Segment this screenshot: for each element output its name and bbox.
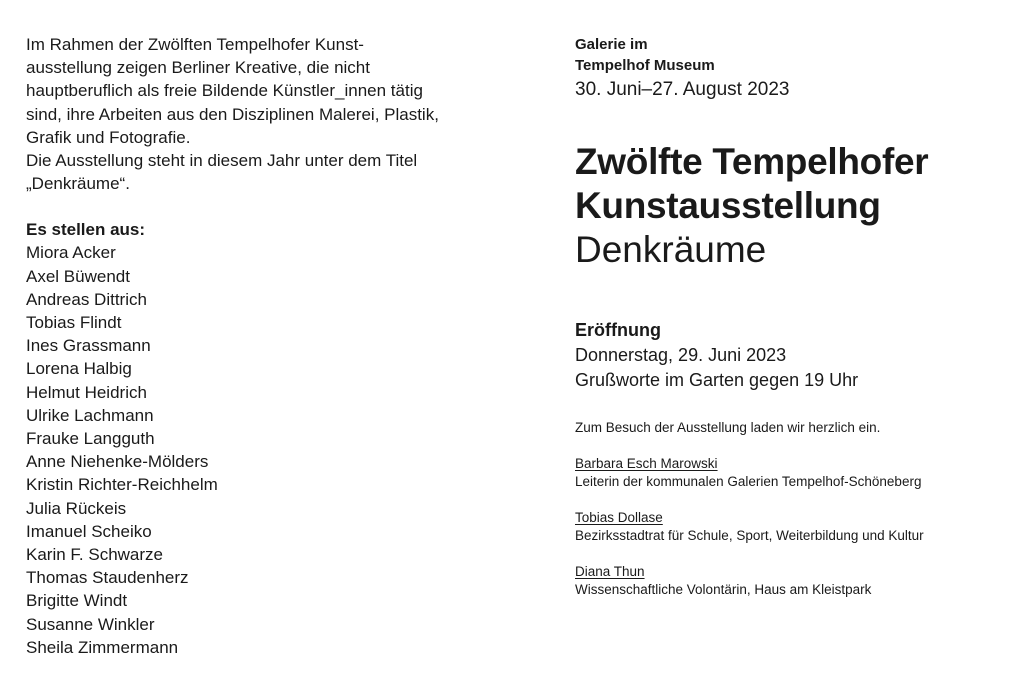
title-line: Kunstausstellung — [575, 185, 881, 226]
exhibition-subtitle: Denkräume — [575, 229, 767, 270]
exhibitor-name: Ines Grassmann — [26, 336, 151, 356]
invitation-text: Zum Besuch der Ausstellung laden wir herzlich ein. — [575, 420, 881, 435]
exhibitor-name: Julia Rückeis — [26, 498, 127, 518]
exhibition-title — [575, 140, 1015, 228]
opening-heading: Eröffnung — [575, 320, 661, 340]
opening-section — [575, 318, 1015, 393]
venue-name — [575, 34, 1015, 76]
signer-role: Wissenschaftliche Volontärin, Haus am Kleistpark — [575, 582, 872, 597]
exhibitor-name: Sheila Zimmermann — [26, 637, 179, 657]
exhibitor-name: Andreas Dittrich — [26, 289, 147, 309]
exhibitor-name: Brigitte Windt — [26, 591, 128, 611]
right-column — [575, 34, 1015, 599]
intro-paragraph: Im Rahmen der Zwölften Tempelhofer Kunst-ausstellung zeigen Berliner Kreative, die nicht hauptberuflich als freie Bildende Künstler_innen tätig sind, ihre Arbeiten aus den Disziplinen Malerei, Plastik, Grafik und Fotografie. — [26, 35, 439, 147]
exhibitors-heading: Es stellen aus: — [26, 220, 146, 240]
left-column — [26, 33, 446, 659]
opening-date: Donnerstag, 29. Juni 2023 — [575, 345, 787, 365]
intro-text — [26, 33, 446, 195]
exhibitor-name: Karin F. Schwarze — [26, 545, 163, 565]
signer-role: Leiterin der kommunalen Galerien Tempelhof-Schöneberg — [575, 474, 922, 489]
exhibitor-name: Lorena Halbig — [26, 359, 132, 379]
exhibitor-name: Frauke Langguth — [26, 429, 155, 449]
signer-name: Barbara Esch Marowski — [575, 456, 718, 471]
exhibitor-name: Anne Niehenke-Mölders — [26, 452, 209, 472]
exhibitor-name: Tobias Flindt — [26, 313, 122, 333]
exhibitor-list — [26, 241, 446, 659]
exhibitor-name: Imanuel Scheiko — [26, 521, 152, 541]
title-line: Zwölfte Tempelhofer — [575, 141, 929, 182]
exhibitor-name: Kristin Richter-Reichhelm — [26, 475, 218, 495]
intro-paragraph-title: Die Ausstellung steht in diesem Jahr unter dem Titel „Denkräume“. — [26, 151, 418, 194]
exhibitor-name: Axel Büwendt — [26, 266, 130, 286]
signer-role: Bezirksstadtrat für Schule, Sport, Weiterbildung und Kultur — [575, 528, 924, 543]
signer-block — [575, 455, 1015, 491]
venue-line: Tempelhof Museum — [575, 57, 715, 74]
signer-block — [575, 563, 1015, 599]
exhibitor-name: Thomas Staudenherz — [26, 568, 189, 588]
exhibitor-name: Miora Acker — [26, 243, 116, 263]
signer-name: Tobias Dollase — [575, 510, 663, 525]
exhibitor-name: Susanne Winkler — [26, 614, 155, 634]
exhibitor-name: Ulrike Lachmann — [26, 405, 154, 425]
exhibition-dates: 30. Juni–27. August 2023 — [575, 79, 790, 100]
signer-name: Diana Thun — [575, 564, 645, 579]
signer-block — [575, 509, 1015, 545]
opening-details: Grußworte im Garten gegen 19 Uhr — [575, 370, 859, 390]
exhibitor-name: Helmut Heidrich — [26, 382, 147, 402]
venue-line: Galerie im — [575, 36, 648, 53]
